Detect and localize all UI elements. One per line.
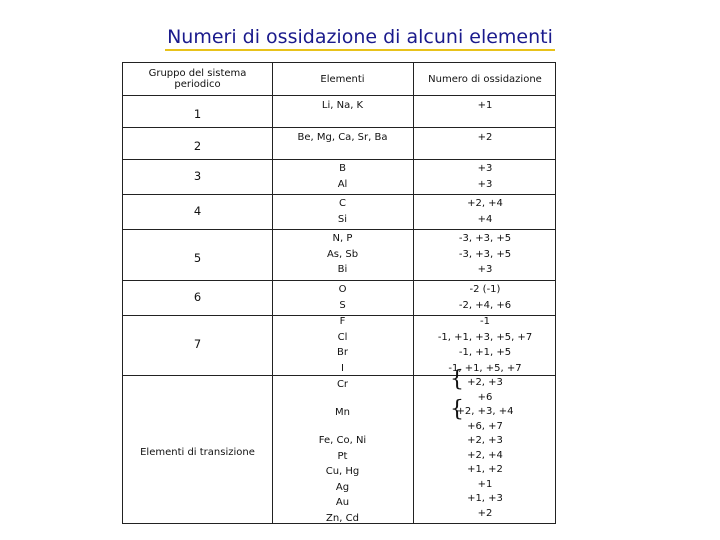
header-elements: Elementi [320, 73, 365, 85]
group-cell: 1 [193, 107, 202, 122]
elements-cell-cr: Cr [336, 379, 349, 391]
elements-cell: F Cl Br I [337, 316, 348, 374]
oxidation-table [122, 62, 556, 524]
header-oxidation: Numero di ossidazione [428, 73, 542, 85]
page-title: Numeri di ossidazione di alcuni elementi [0, 26, 720, 48]
group-cell: 3 [193, 168, 202, 183]
oxidation-cell: +1 [477, 100, 493, 112]
oxidation-cell: +2, +4 +4 [467, 198, 503, 225]
elements-cell-transition: Fe, Co, Ni Pt Cu, Hg Ag Au Zn, Cd [318, 435, 367, 524]
group-cell: 6 [193, 289, 202, 304]
left-brace-icon: { [450, 367, 464, 392]
group-cell: 7 [193, 337, 202, 352]
group-cell: 4 [193, 203, 202, 218]
oxidation-cell: -1 -1, +1, +3, +5, +7 -1, +1, +5 -1, +1, +5, +7 [437, 316, 533, 374]
oxidation-cell: +2 [477, 132, 493, 144]
group-cell-transition: Elementi di transizione [140, 447, 255, 459]
header-group: Gruppo del sistema periodico [148, 68, 247, 90]
group-cell: 5 [193, 250, 202, 265]
oxidation-cell: -3, +3, +5 -3, +3, +5 +3 [458, 233, 512, 276]
elements-cell: Li, Na, K [321, 100, 364, 112]
group-cell: 2 [193, 139, 202, 154]
elements-cell: O S [338, 284, 347, 311]
elements-cell: Be, Mg, Ca, Sr, Ba [297, 132, 388, 144]
oxidation-cell-transition: +2, +3 +6 +2, +3, +4 +6, +7 +2, +3 +2, +4 +1, +2 +1 +1, +3 +2 [456, 377, 514, 519]
elements-cell: N, P As, Sb Bi [326, 233, 359, 276]
left-brace-icon: { [450, 397, 464, 422]
elements-cell: C Si [337, 198, 348, 225]
elements-cell-mn: Mn [335, 407, 350, 419]
oxidation-cell: +3 +3 [477, 163, 493, 190]
elements-cell: B Al [337, 163, 348, 190]
oxidation-cell: -2 (-1) -2, +4, +6 [458, 284, 512, 311]
